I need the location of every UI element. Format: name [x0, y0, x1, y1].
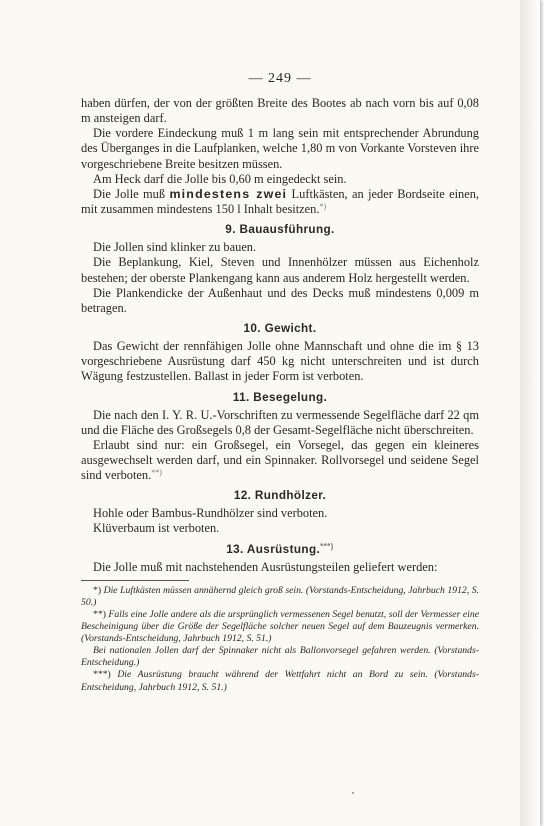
page-number: — 249 —	[248, 71, 312, 86]
text-run: Die Jolle muß	[93, 186, 170, 201]
paragraph	[81, 187, 479, 217]
text-block	[81, 71, 479, 694]
footnote	[81, 669, 479, 693]
footnote-mark: ***)	[93, 669, 111, 681]
paragraph: Die Jollen sind klinker zu bauen.	[93, 240, 257, 255]
paragraph: Hohle oder Bambus-Rundhölzer sind verboten.	[93, 506, 328, 521]
footnote	[81, 609, 479, 645]
section-heading: 10. Gewicht.	[243, 322, 317, 336]
footnote-mark: *)	[93, 584, 102, 596]
footnote-ref: ***)	[320, 541, 334, 551]
paragraph: haben dürfen, der von der größten Breite des Bootes ab nach vorn bis auf 0,08 m ansteigen darf.	[81, 96, 479, 126]
emphasis-text: mindestens zwei	[169, 186, 288, 201]
footnote: Bei nationalen Jollen darf der Spinnaker nicht als Ballonvorsegel gefahren werden. (Vorstands-Entscheidung.)	[81, 645, 479, 669]
footnote-mark: **)	[93, 608, 106, 620]
paper-speck	[352, 792, 354, 794]
section-heading: 12. Rundhölzer.	[233, 489, 327, 503]
paragraph: Die vordere Eindeckung muß 1 m lang sein mit entsprechender Abrundung des Überganges in die Laufplanken, welche 1,80 m von Vorkante Vorsteven ihre vorgeschriebene Breite besitzen müssen.	[81, 126, 479, 171]
footnote-text: Die Ausrüstung braucht während der Wettfahrt nicht an Bord zu sein. (Vorstands-Entscheidung, Jahrbuch 1912, S. 51.)	[81, 669, 479, 693]
page-edge	[520, 0, 540, 826]
paragraph: Am Heck darf die Jolle bis 0,60 m eingedeckt sein.	[93, 171, 347, 186]
paragraph: Die nach den I. Y. R. U.-Vorschriften zu vermessende Segelfläche darf 22 qm und die Fläche des Großsegels 0,8 der Gesamt-Segelfläche nicht überschreiten.	[81, 407, 479, 437]
paragraph: Klüverbaum ist verboten.	[93, 521, 220, 536]
section-heading: 9. Bauausführung.	[225, 223, 335, 237]
paragraph: Die Beplankung, Kiel, Steven und Innenhölzer müssen aus Eichenholz bestehen; der oberste Plankengang kann aus anderem Holz hergestellt werden.	[81, 255, 479, 285]
footnote-rule	[81, 580, 189, 581]
section-heading: 11. Besegelung.	[232, 390, 328, 404]
section-heading	[81, 543, 479, 556]
text-run: Erlaubt sind nur: ein Großsegel, ein Vorsegel, das gegen ein kleineres ausgewechselt werden darf, und ein Spinnaker. Rollvorsegel und seidene Segel sind verboten.	[81, 437, 479, 483]
text-run: Luftkästen, an jeder Bordseite einen, mit zusammen mindestens 150 l Inhalt besitzen.	[81, 186, 479, 217]
footnote	[81, 585, 479, 609]
paragraph	[81, 438, 479, 483]
paragraph: Die Plankendicke der Außenhaut und des Decks muß mindestens 0,009 m betragen.	[81, 285, 479, 315]
footnote-ref: **)	[151, 468, 162, 478]
heading-text: 13. Ausrüstung.	[226, 542, 321, 556]
paragraph: Das Gewicht der rennfähigen Jolle ohne Mannschaft und ohne die im § 13 vorgeschriebene Ausrüstung darf 450 kg nicht unterschreiten und ist durch Wägung festzustellen. Ballast in jeder Form ist verboten.	[81, 339, 479, 384]
footnote-text: Falls eine Jolle andere als die ursprünglich vermessenen Segel benutzt, soll der Vermesser eine Bescheinigung über die Größe der Segelfläche solcher neuen Segel auf dem Bauzeugnis vermerken. (Vorstands-Entscheidung, Jahrbuch 1912, S. 51.)	[81, 608, 479, 645]
paragraph: Die Jolle muß mit nachstehenden Ausrüstungsteilen geliefert werden:	[93, 559, 438, 574]
footnote-ref: *)	[319, 202, 327, 212]
footnote-text: Die Luftkästen müssen annähernd gleich groß sein. (Vorstands-Entscheidung, Jahrbuch 1912, S. 50.)	[81, 584, 479, 608]
